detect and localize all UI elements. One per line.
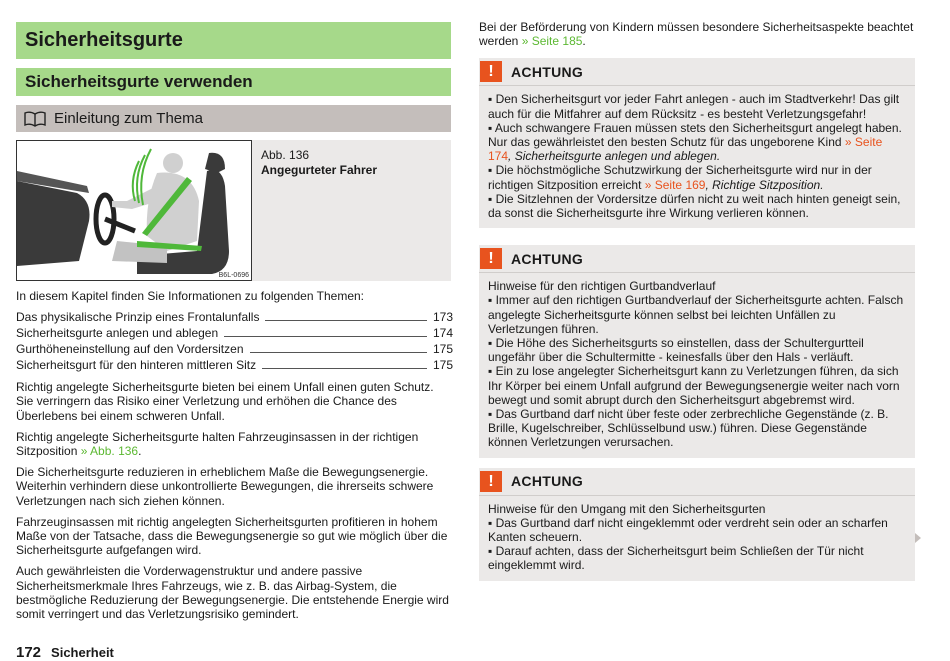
warning-bullet: ▪ Die Höhe des Sicherheitsgurts so einstellen, dass der Schultergurtteil ungefähr über die Schultermitte - keinesfalls über den Hals - verläuft. [488, 336, 864, 365]
figure-link[interactable]: » Abb. 136 [80, 444, 139, 459]
toc-intro: In diesem Kapitel finden Sie Informationen zu folgenden Themen: [16, 289, 364, 303]
warning-title: ACHTUNG [511, 250, 584, 267]
toc-label: Gurthöheneinstellung auf den Vordersitzen [16, 342, 244, 357]
toc-leader [262, 368, 427, 369]
toc-label: Sicherheitsgurt für den hinteren mittleren Sitz [16, 358, 257, 373]
toc-leader [265, 320, 427, 321]
figure-caption [252, 140, 451, 281]
page-number: 172 [16, 644, 42, 661]
toc-row[interactable] [16, 309, 454, 325]
toc-leader [224, 336, 427, 337]
warning-title: ACHTUNG [511, 473, 584, 490]
toc-row[interactable] [16, 341, 454, 357]
footer-section: Sicherheit [51, 645, 114, 660]
toc-row[interactable] [16, 357, 454, 373]
toc-label: Das physikalische Prinzip eines Frontalunfalls [16, 310, 260, 325]
warning-lead: Hinweise für den Umgang mit den Sicherheitsgurten [488, 501, 766, 516]
warning-icon: ! [480, 248, 502, 269]
body-text: Richtig angelegte Sicherheitsgurte halten Fahrzeuginsassen in der richtigen Sitzposition [16, 429, 419, 459]
warning-bullet: ▪ Ein zu lose angelegter Sicherheitsgurt kann zu Verletzungen führen, da sich Ihr Körper bei einem Unfall aufgrund der Bewegungsenergie weiter nach vorn bewegt und somit abrupt durch den Sicherheitsgurt abgebremst wird. [488, 364, 900, 407]
open-book-icon [24, 111, 46, 127]
toc-page: 173 [433, 310, 454, 325]
figure [16, 140, 451, 281]
body-paragraph: Auch gewährleisten die Vorderwagenstruktur und andere passive Sicherheitsmerkmale Ihres Fahrzeugs, wie z. B. das Airbag-System, die bestmögliche Reduzierung der Bewegungsenergie. Die entstehende Energie wird somit verringert und das Verletzungsrisiko gemindert. [16, 564, 449, 622]
warning-header [479, 468, 915, 496]
page-link[interactable]: » Seite 169 [644, 177, 706, 192]
figure-number: Abb. 136 [261, 148, 310, 162]
warning-title: ACHTUNG [511, 63, 584, 80]
warning-header [479, 245, 915, 273]
body-text: Bei der Beförderung von Kindern müssen besondere Sicherheitsaspekte beachtet werden [479, 20, 914, 49]
toc-leader [250, 352, 428, 353]
warning-bullet: ▪ Das Gurtband darf nicht eingeklemmt oder verdreht sein oder an scharfen Kanten scheuern. [488, 515, 888, 545]
warning-box [479, 245, 915, 457]
link-target-title: , Sicherheitsgurte anlegen und ablegen. [508, 149, 721, 164]
toc-page: 174 [433, 326, 454, 341]
warning-bullet: ▪ Die Sitzlehnen der Vordersitze dürfen nicht zu weit nach hinten geneigt sein, da sonst die Sicherheitsgurte ihre Wirkung verlieren können. [488, 191, 901, 221]
subsection-heading [16, 105, 451, 132]
body-paragraph [16, 430, 451, 458]
page-link[interactable]: » Seite 174 [488, 135, 883, 164]
figure-title: Angegurteter Fahrer [261, 163, 378, 177]
body-text: ▪ Auch schwangere Frauen müssen stets den Sicherheitsgurt angelegt haben. Nur das gewährleistet den besten Schutz für das ungeborene Kind [488, 120, 902, 150]
warning-icon: ! [480, 471, 502, 492]
seated-driver-illustration [17, 141, 251, 280]
subsection-heading-label: Einleitung zum Thema [54, 110, 203, 127]
link-target-title: , Richtige Sitzposition. [705, 177, 824, 192]
right-column [479, 20, 915, 581]
page-footer [16, 644, 114, 661]
warning-header [479, 58, 915, 86]
warning-box [479, 58, 915, 228]
body-paragraph: Die Sicherheitsgurte reduzieren in erheblichem Maße die Bewegungsenergie. Weiterhin verhindern diese unkontrollierte Bewegungen, die ihrerseits schwere Verletzungen nach sich ziehen können. [16, 465, 434, 508]
toc-label: Sicherheitsgurte anlegen und ablegen [16, 326, 219, 341]
warning-lead: Hinweise für den richtigen Gurtbandverlauf [488, 279, 716, 294]
toc-row[interactable] [16, 325, 454, 341]
figure-illustration [16, 140, 252, 281]
figure-code: B6L-0696 [218, 272, 249, 279]
warning-bullet: ▪ Immer auf den richtigen Gurtbandverlauf der Sicherheitsgurte achten. Falsch angelegte Sicherheitsgurte können selbst bei leichten Unfällen zu Verletzungen führen. [488, 293, 904, 336]
left-column [16, 22, 454, 622]
toc-list [16, 309, 454, 373]
page-link[interactable]: » Seite 185 [521, 34, 583, 49]
warning-bullet [488, 163, 906, 191]
toc-page: 175 [433, 342, 454, 357]
next-page-arrow-icon[interactable] [915, 533, 921, 543]
chapter-heading: Sicherheitsgurte [16, 22, 451, 59]
warning-bullet: ▪ Den Sicherheitsgurt vor jeder Fahrt anlegen - auch im Stadtverkehr! Das gilt auch für die Mitfahrer auf dem Rücksitz - es besteht Verletzungsgefahr! [488, 92, 900, 121]
body-text: . [138, 444, 142, 459]
warning-icon: ! [480, 61, 502, 82]
body-paragraph [479, 20, 915, 48]
body-paragraph: Richtig angelegte Sicherheitsgurte bieten bei einem Unfall einen guten Schutz. Sie verringern das Risiko einer Verletzung und erhöhen die Chance des Überlebens bei einem schweren Unfall. [16, 380, 434, 423]
warning-bullet: ▪ Darauf achten, dass der Sicherheitsgurt beim Schließen der Tür nicht eingeklemmt wird. [488, 544, 864, 573]
body-text: ▪ Die höchstmögliche Schutzwirkung der Sicherheitsgurte wird nur in der richtigen Sitzposition erreicht [488, 163, 872, 192]
body-paragraph: Fahrzeuginsassen mit richtig angelegten Sicherheitsgurten profitieren in hohem Maße von der Tatsache, dass die Bewegungsenergie so gut wie möglich über die Sicherheitsgurte aufgefangen wird. [16, 514, 448, 558]
warning-bullet [488, 121, 906, 164]
section-heading: Sicherheitsgurte verwenden [16, 68, 451, 96]
warning-box [479, 468, 915, 581]
warning-bullet: ▪ Das Gurtband darf nicht über feste oder zerbrechliche Gegenstände (z. B. Brille, Kugelschreiber, Schlüsselbund usw.) führen. Diese Gegenstände können Verletzungen verursachen. [488, 407, 889, 450]
body-text: . [582, 34, 586, 49]
toc-page: 175 [433, 358, 454, 373]
